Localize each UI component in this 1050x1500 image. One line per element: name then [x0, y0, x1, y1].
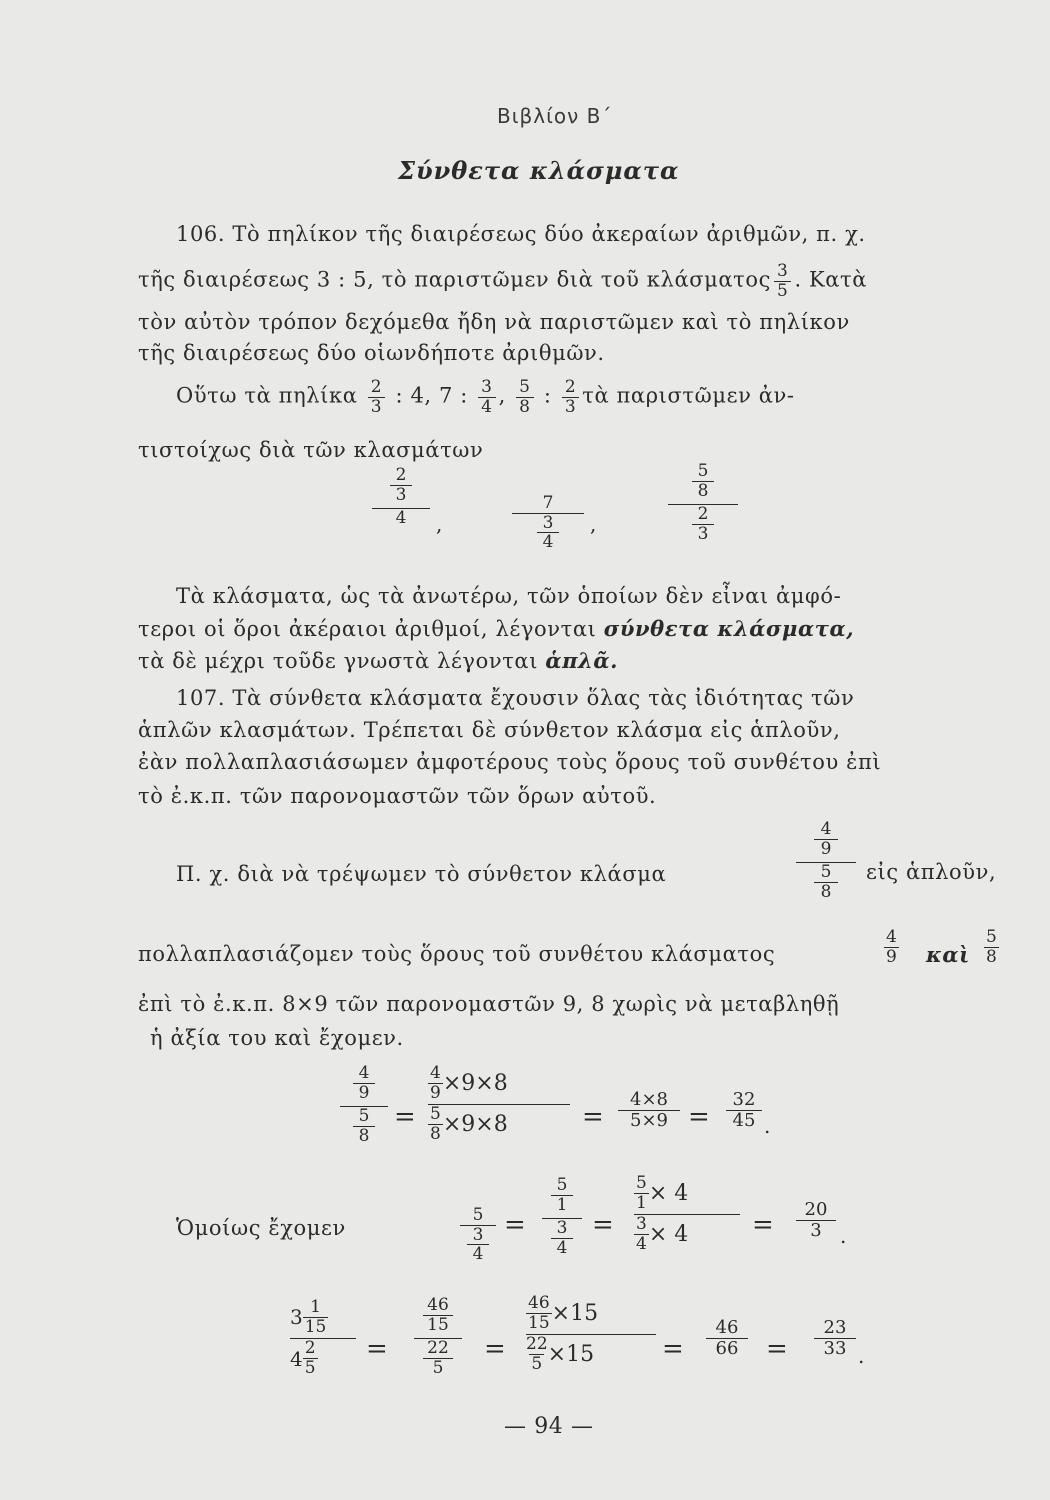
- fraction-5-8: $\frac{5}{8}$: [516, 378, 533, 416]
- period: .: [840, 1224, 847, 1248]
- compound-fraction-example-1: 2 3 4: [372, 466, 430, 528]
- equals-sign: =: [766, 1334, 788, 1364]
- p106-line3: τὸν αὐτὸν τρόπον δεχόμεθα ἤδη νὰ παριστῶμεν καὶ τὸ πηλίκον: [138, 310, 850, 334]
- p106-line4: τῆς διαιρέσεως δύο οἱωνδήποτε ἀριθμῶν.: [138, 341, 605, 365]
- equals-sign: =: [582, 1102, 604, 1132]
- p106-line2-text: τῆς διαιρέσεως 3 : 5, τὸ παριστῶμεν διὰ τοῦ κλάσματος: [138, 267, 772, 292]
- p107-line3: ἐὰν πολλαπλασιάσωμεν ἀμφοτέρους τοὺς ὅρους τοῦ συνθέτου ἐπὶ: [138, 750, 882, 774]
- p106-line6: τιστοίχως διὰ τῶν κλασμάτων: [138, 438, 484, 462]
- p107-line8: ἡ ἀξία του καὶ ἔχομεν.: [150, 1026, 404, 1050]
- eq3-fraction-d: 46 66: [706, 1318, 748, 1359]
- equals-sign: =: [504, 1210, 526, 1240]
- compound-fraction-example-3: 5 8 2 3: [668, 462, 738, 544]
- p107-line1: 107. Τὰ σύνθετα κλάσματα ἔχουσιν ὅλας τὰς ἰδιότητας τῶν: [176, 686, 855, 710]
- def-line1: Τὰ κλάσματα, ὡς τὰ ἀνωτέρω, τῶν ὁποίων δὲν εἶναι ἀμφό-: [176, 584, 842, 608]
- p107-line4: τὸ ἐ.κ.π. τῶν παρονομαστῶν τῶν ὅρων αὐτοῦ.: [138, 784, 657, 808]
- period: .: [764, 1114, 771, 1138]
- term-simple: ἁπλᾶ.: [545, 648, 619, 673]
- word-kai: καὶ: [926, 942, 970, 967]
- term-compound-fractions: σύνθετα κλάσματα,: [603, 616, 855, 641]
- equals-sign: =: [688, 1102, 710, 1132]
- p106-line5: Οὕτω τὰ πηλίκα $\frac{2}{3}$ : 4, 7 : $\frac{3}{4}$ , $\frac{5}{8}$ : $\frac{2}{3}$ τὰ παριστῶμεν ἀν-: [176, 377, 795, 417]
- equals-sign: =: [752, 1210, 774, 1240]
- equals-sign: =: [394, 1102, 416, 1132]
- fraction-2-3: $\frac{2}{3}$: [368, 378, 385, 416]
- eq3-fraction-c: $\frac{46}{15}$ ×15 $\frac{22}{5}$ ×15: [526, 1294, 656, 1374]
- comma: ,: [590, 512, 597, 536]
- equals-sign: =: [592, 1210, 614, 1240]
- p107-line7: ἐπὶ τὸ ἐ.κ.π. 8×9 τῶν παρονομαστῶν 9, 8 χωρὶς νὰ μεταβληθῇ: [138, 992, 840, 1016]
- fraction-3-4: $\frac{3}{4}$: [478, 378, 495, 416]
- comma: ,: [436, 512, 443, 536]
- eq1-compound-fraction: 4 9 5 8: [340, 1064, 388, 1146]
- p106-line2-end: . Κατὰ: [794, 267, 868, 292]
- equals-sign: =: [366, 1334, 388, 1364]
- eq3-result-fraction: 23 33: [814, 1318, 856, 1359]
- p106-line2: [138, 262, 867, 300]
- eq1-result-fraction: 32 45: [726, 1090, 762, 1131]
- page-number: — 94 —: [504, 1414, 594, 1439]
- def-line2: τεροι οἱ ὅροι ἀκέραιοι ἀριθμοί, λέγονται σύνθετα κλάσματα,: [138, 616, 855, 641]
- p107-line6: πολλαπλασιάζομεν τοὺς ὅρους τοῦ συνθέτου κλάσματος: [138, 942, 776, 966]
- equals-sign: =: [662, 1334, 684, 1364]
- compound-fraction-4-9-5-8: 4 9 5 8: [796, 820, 856, 902]
- eq2-result-fraction: 20 3: [796, 1200, 836, 1241]
- section-title: Σύνθετα κλάσματα: [398, 156, 680, 185]
- equals-sign: =: [484, 1334, 506, 1364]
- p107-line5-end: εἰς ἁπλοῦν,: [866, 860, 997, 884]
- fraction-3-5: $\frac{3}{5}$: [774, 262, 791, 300]
- eq2-fraction-a: 5 3 4: [460, 1206, 496, 1264]
- def-line3: τὰ δὲ μέχρι τοῦδε γνωστὰ λέγονται ἁπλᾶ.: [138, 648, 619, 673]
- eq1-expanded-fraction: $\frac{4}{9}$ ×9×8 $\frac{5}{8}$ ×9×8: [428, 1064, 570, 1144]
- fraction-4-9: $\frac{4}{9}$: [886, 927, 897, 967]
- book-header: Βιβλίον Β΄: [497, 104, 613, 128]
- fraction-5-8b: $\frac{5}{8}$: [986, 927, 997, 967]
- eq2-label: Ὁμοίως ἔχομεν: [176, 1216, 346, 1240]
- eq1-product-fraction: 4×8 5×9: [618, 1090, 680, 1131]
- fraction-2-3b: $\frac{2}{3}$: [562, 378, 579, 416]
- eq2-fraction-c: $\frac{5}{1}$ × 4 $\frac{3}{4}$ × 4: [634, 1174, 740, 1254]
- eq3-fraction-b: 46 15 22 5: [414, 1296, 462, 1378]
- eq2-fraction-b: 5 1 3 4: [542, 1176, 582, 1258]
- p107-line2: ἁπλῶν κλασμάτων. Τρέπεται δὲ σύνθετον κλάσμα εἰς ἁπλοῦν,: [138, 718, 841, 742]
- eq3-mixed-fraction: 3 $\frac{1}{15}$ 4 $\frac{2}{5}$: [290, 1298, 356, 1378]
- compound-fraction-example-2: 7 3 4: [512, 494, 584, 552]
- period: .: [858, 1344, 865, 1368]
- p106-line1: 106. Τὸ πηλίκον τῆς διαιρέσεως δύο ἀκεραίων ἀριθμῶν, π. χ.: [176, 222, 866, 246]
- p107-line5: Π. χ. διὰ νὰ τρέψωμεν τὸ σύνθετον κλάσμα: [176, 862, 667, 886]
